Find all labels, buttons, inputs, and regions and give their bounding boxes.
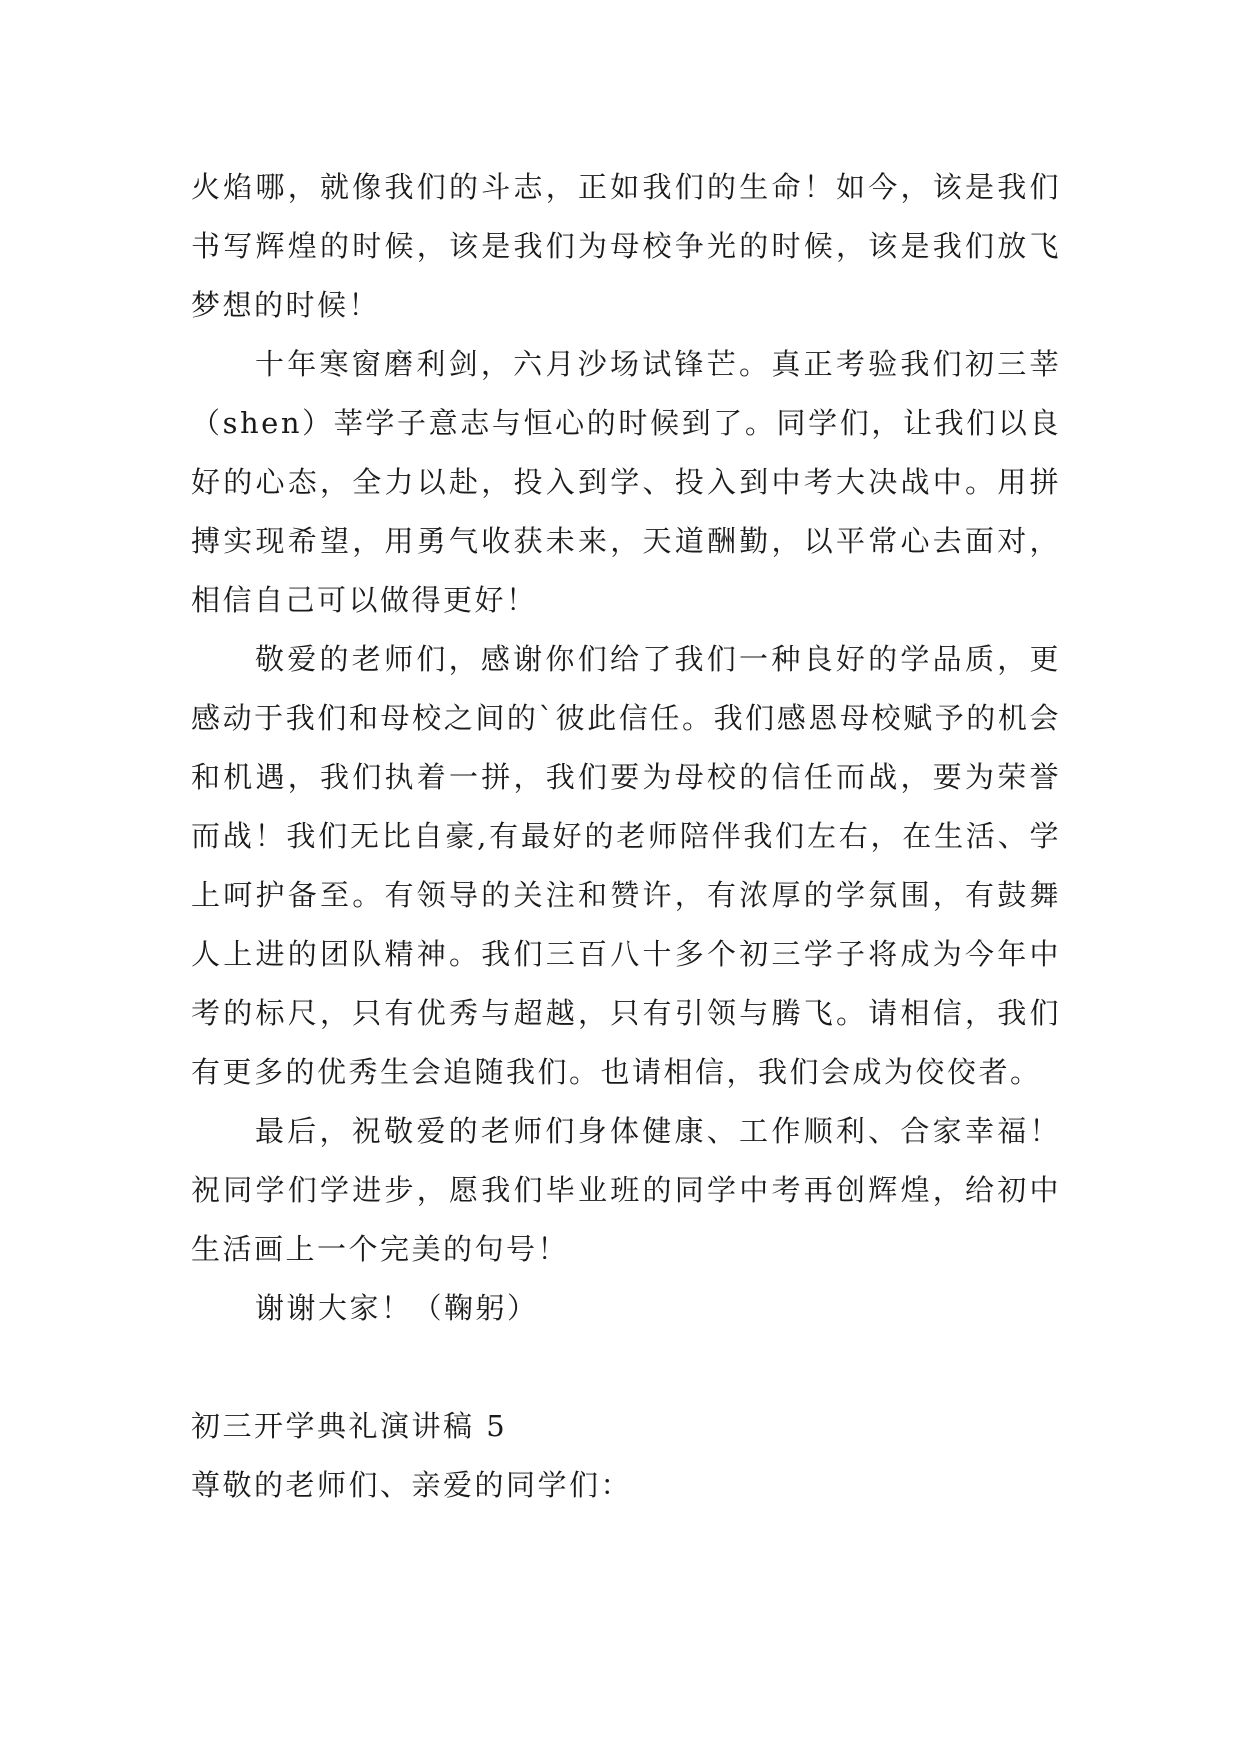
paragraph-4: 最后，祝敬爱的老师们身体健康、工作顺利、合家幸福！祝同学们学进步，愿我们毕业班的同学中考再创辉煌，给初中生活画上一个完美的句号！ — [191, 1114, 1061, 1266]
section-block — [191, 1397, 1061, 1515]
paragraph-3: 敬爱的老师们，感谢你们给了我们一种良好的学品质，更感动于我们和母校之间的`彼此信任。我们感恩母校赋予的机会和机遇，我们执着一拼，我们要为母校的信任而战，要为荣誉而战！我们无比自豪,有最好的老师陪伴我们左右，在生活、学上呵护备至。有领导的关注和赞许，有浓厚的学氛围，有鼓舞人上进的团队精神。我们三百八十多个初三学子将成为今年中考的标尺，只有优秀与超越，只有引领与腾飞。请相信，我们有更多的优秀生会追随我们。也请相信，我们会成为佼佼者。 — [191, 642, 1061, 1089]
paragraph-1: 火焰哪，就像我们的斗志，正如我们的生命！如今，该是我们书写辉煌的时候，该是我们为母校争光的时候，该是我们放飞梦想的时候！ — [191, 170, 1061, 322]
paragraph-2: 十年寒窗磨利剑，六月沙场试锋芒。真正考验我们初三莘（shen）莘学子意志与恒心的时候到了。同学们，让我们以良好的心态，全力以赴，投入到学、投入到中考大决战中。用拼搏实现希望，用勇气收获未来，天道酬勤，以平常心去面对，相信自己可以做得更好！ — [191, 347, 1061, 617]
section-title: 初三开学典礼演讲稿 5 — [191, 1409, 508, 1443]
salutation: 尊敬的老师们、亲爱的同学们： — [191, 1468, 633, 1502]
document-body — [191, 158, 1061, 1515]
paragraph-5: 谢谢大家！（鞠躬） — [255, 1291, 539, 1325]
